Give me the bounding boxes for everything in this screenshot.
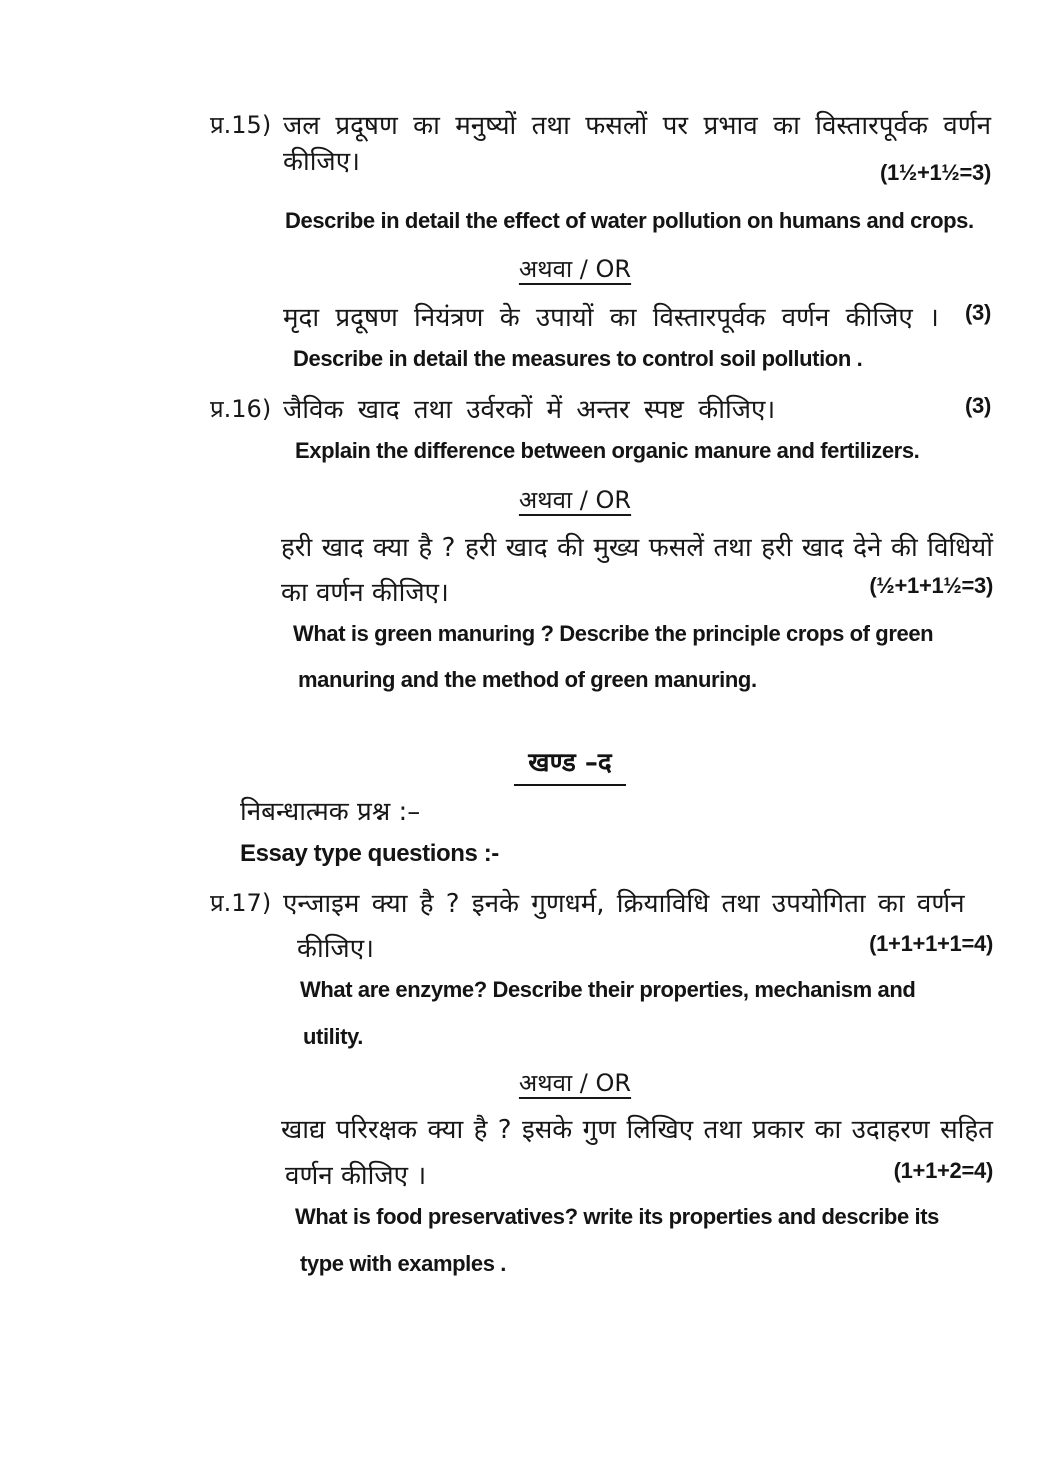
q16-marks: (3) (965, 393, 991, 418)
q17-number: प्र.17) (210, 889, 272, 917)
section-header-text: खण्ड –द (514, 743, 625, 786)
q16-number: प्र.16) (210, 395, 272, 423)
q16-alt-question-english-line1: What is green manuring ? Describe the principle crops of green (293, 621, 934, 646)
q17-alt-question-english-line2: type with examples . (300, 1251, 506, 1276)
section-subtitle-english: Essay type questions :- (240, 840, 499, 867)
q16-alt-marks: (½+1+1½=3) (869, 573, 993, 598)
q16-alt-question-english-line2: manuring and the method of green manuring. (298, 667, 757, 692)
section-subtitle-hindi: निबन्धात्मक प्रश्न :– (240, 797, 421, 827)
q15-question-english: Describe in detail the effect of water pollution on humans and crops. (285, 208, 974, 233)
q17-question-hindi-line1: एन्जाइम क्या है ? इनके गुणधर्म, क्रियाविधि तथा उपयोगिता का वर्णन (283, 889, 965, 919)
q17-question-hindi-line2: कीजिए। (297, 934, 374, 964)
q17-question-english-line2: utility. (303, 1024, 363, 1049)
q17-question-english-line1: What are enzyme? Describe their properties, mechanism and (300, 977, 916, 1002)
section-header (465, 743, 675, 786)
q17-alt-question-english-line1: What is food preservatives? write its properties and describe its (295, 1204, 939, 1229)
q16-alt-question-hindi-line1: हरी खाद क्या है ? हरी खाद की मुख्य फसलें तथा हरी खाद देने की विधियों (281, 533, 993, 563)
or-divider: अथवा / OR (518, 255, 632, 283)
q17-alt-marks: (1+1+2=4) (893, 1158, 993, 1183)
or-divider: अथवा / OR (518, 1069, 632, 1097)
q16-question-english: Explain the difference between organic manure and fertilizers. (295, 438, 920, 463)
q15-question-hindi: जल प्रदूषण का मनुष्यों तथा फसलों पर प्रभाव का विस्तारपूर्वक वर्णन कीजिए। (283, 111, 991, 177)
q16-question-hindi: जैविक खाद तथा उर्वरकों में अन्तर स्पष्ट कीजिए। (283, 395, 776, 425)
q17-alt-question-hindi-line2: वर्णन कीजिए । (285, 1161, 427, 1191)
or-divider: अथवा / OR (518, 486, 632, 514)
q15-number: प्र.15) (210, 111, 272, 139)
q15-alt-question-english: Describe in detail the measures to control soil pollution . (293, 346, 863, 371)
q15-alt-question-hindi: मृदा प्रदूषण नियंत्रण के उपायों का विस्तारपूर्वक वर्णन कीजिए । (283, 303, 939, 333)
q16-alt-question-hindi-line2: का वर्णन कीजिए। (281, 578, 449, 608)
q17-alt-question-hindi-line1: खाद्य परिरक्षक क्या है ? इसके गुण लिखिए तथा प्रकार का उदाहरण सहित (281, 1115, 993, 1145)
q17-marks: (1+1+1+1=4) (869, 931, 993, 956)
q15-marks: (1½+1½=3) (879, 160, 991, 185)
q15-alt-marks: (3) (965, 300, 991, 325)
